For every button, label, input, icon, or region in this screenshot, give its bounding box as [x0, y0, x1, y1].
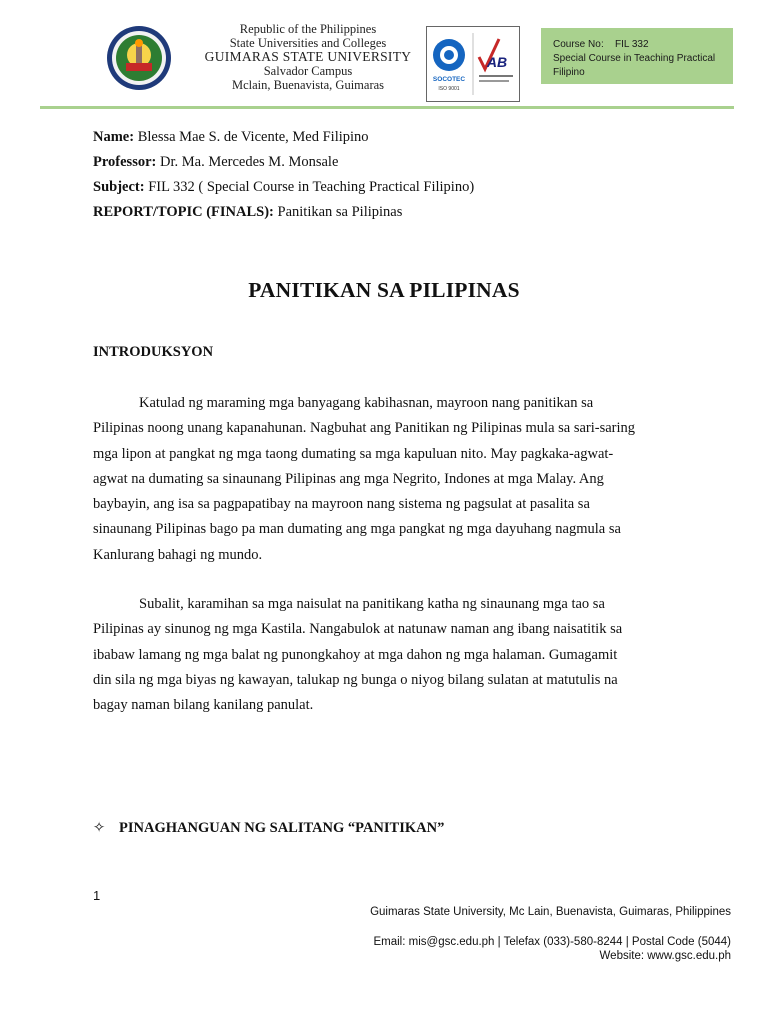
paragraph-line: Kanlurang bahagi ng mundo.	[93, 546, 263, 563]
diamond-bullet-icon: ✧	[93, 820, 106, 836]
document-header	[0, 0, 768, 110]
subject-row	[93, 175, 474, 200]
paragraph-line: bagay naman bilang kanilang panulat.	[93, 697, 314, 714]
student-info-block	[93, 125, 474, 225]
name-value: Blessa Mae S. de Vicente, Med Filipino	[137, 129, 369, 145]
socotec-label: SOCOTEC	[432, 76, 466, 83]
paragraph-line: baybayin, ang isa sa pagpapatibay na mayroon nang sistema ng pagsulat at pasalita sa	[93, 496, 590, 513]
footer-address: Guimaras State University, Mc Lain, Buenavista, Guimaras, Philippines	[370, 906, 731, 918]
course-number-row	[553, 38, 733, 52]
course-no-colon: :	[601, 39, 604, 50]
iso-label: ISO 9001	[438, 86, 460, 92]
university-seal-icon	[106, 25, 172, 91]
footer-contact: Email: mis@gsc.edu.ph | Telefax (033)-580-8244 | Postal Code (5044)	[373, 936, 731, 948]
certification-logos	[426, 26, 520, 102]
course-code: FIL 332	[615, 39, 649, 50]
paragraph-line: Katulad ng maraming mga banyagang kabihasnan, mayroon nang panitikan sa	[139, 395, 594, 411]
footer-website: Website: www.gsc.edu.ph	[599, 950, 731, 962]
header-divider	[40, 106, 734, 109]
bullet-heading-text: PINAGHANGUAN NG SALITANG “PANITIKAN”	[119, 820, 445, 836]
paragraph-line: din sila ng mga biyas ng kawayan, talukap ng bunga o niyog bilang sulatan at matutulis na	[93, 671, 618, 688]
professor-row	[93, 150, 474, 175]
document-footer	[370, 905, 731, 963]
bullet-heading	[93, 820, 444, 837]
paragraph-line: mga lipon at pangkat ng mga taong dumating sa mga kapuluan nito. May pagkaka-agwat-	[93, 445, 614, 462]
name-label: Name:	[93, 129, 135, 145]
paragraph-line: Pilipinas noong unang kapanahunan. Nagbuhat ang Panitikan ng Pilipinas mula sa sari-saring	[93, 420, 636, 437]
paragraph-line: ibabaw lamang ng mga balat ng punongkahoy at mga dahon ng mga halaman. Gumagamit	[93, 646, 618, 663]
subject-label: Subject:	[93, 179, 145, 195]
report-label: REPORT/TOPIC (FINALS):	[93, 204, 274, 220]
paragraph-2	[93, 592, 678, 718]
paragraph-line: sinaunang Pilipinas bago pa man dumating ang mga pangkat ng mga dayuhang nagmula sa	[93, 521, 621, 538]
paragraph-line: Pilipinas ay sinunog ng mga Kastila. Nangabulok at natunaw naman ang ibang naisatitik sa	[93, 621, 623, 638]
report-value: Panitikan sa Pilipinas	[277, 204, 403, 220]
subject-value: FIL 332 ( Special Course in Teaching Practical Filipino)	[148, 179, 475, 195]
university-heading	[188, 22, 428, 92]
page-number: 1	[93, 888, 101, 903]
report-row	[93, 200, 474, 225]
ab-label: AB	[486, 54, 508, 70]
course-info-box	[541, 28, 733, 84]
footer-spacer	[370, 919, 731, 935]
certification-icon	[427, 27, 519, 101]
paragraph-line: agwat na dumating sa sinaunang Pilipinas ang mga Negrito, Indones at mga Malay. Ang	[93, 470, 604, 487]
university-name: GUIMARAS STATE UNIVERSITY	[204, 49, 412, 64]
paragraph-1	[93, 391, 678, 568]
paragraph-line: Subalit, karamihan sa mga naisulat na panitikang katha ng sinaunang mga tao sa	[139, 596, 605, 612]
republic-line: Republic of the Philippines	[239, 22, 377, 36]
document-title: PANITIKAN SA PILIPINAS	[248, 278, 520, 302]
course-no-label: Course No	[553, 39, 601, 50]
campus-line: Salvador Campus	[263, 64, 353, 78]
name-row	[93, 125, 474, 150]
section-heading: INTRODUKSYON	[93, 344, 214, 360]
course-description-2: Filipino	[553, 67, 585, 78]
address-line: Mclain, Buenavista, Guimaras	[231, 78, 385, 92]
professor-label: Professor:	[93, 154, 157, 170]
course-description-1: Special Course in Teaching Practical	[553, 53, 716, 64]
professor-value: Dr. Ma. Mercedes M. Monsale	[159, 154, 339, 170]
suc-line: State Universities and Colleges	[229, 36, 387, 50]
